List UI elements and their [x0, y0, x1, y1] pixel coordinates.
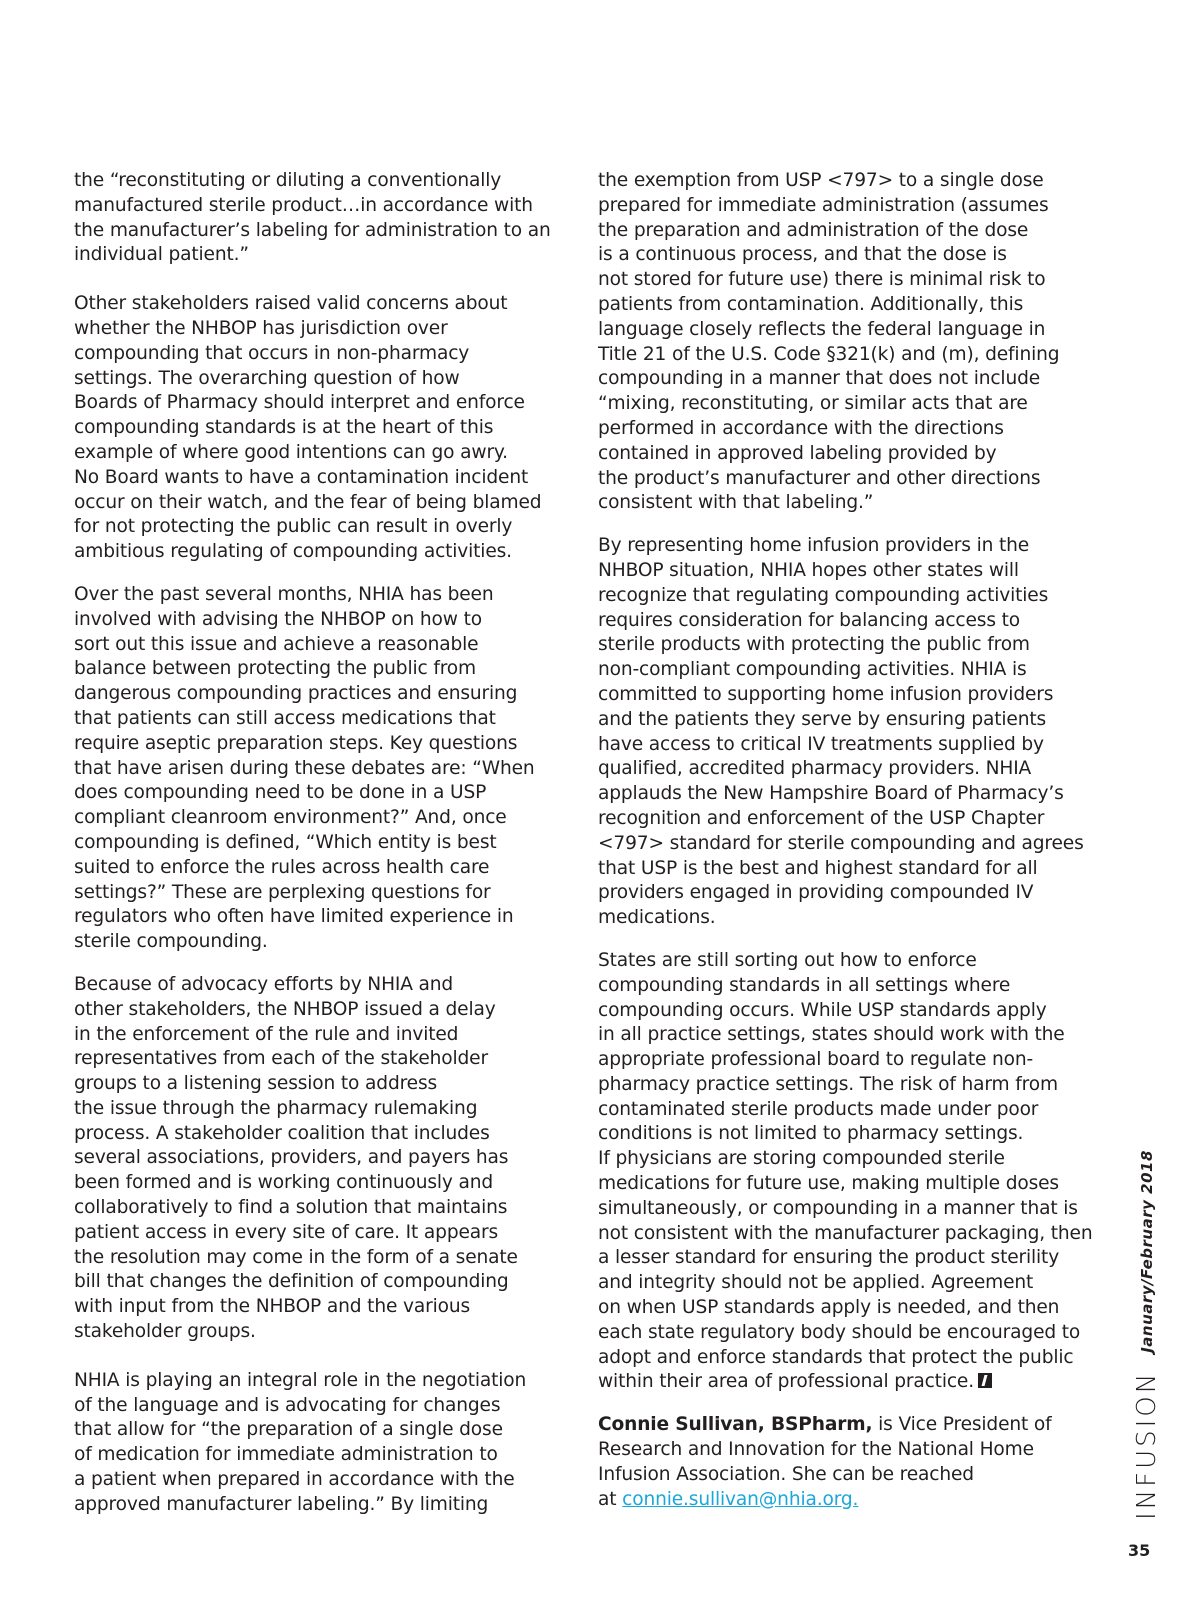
magazine-logo: INFUSION — [1132, 1370, 1162, 1520]
body-paragraph: NHIA is playing an integral role in the negotiation of the language and is advocating for changes that allow for “the preparation of a single dose of medication for immediate administration to a patient when prepared in accordance with the approved manufacturer labeling.” By limiting — [74, 1369, 527, 1515]
final-paragraph-text: States are still sorting out how to enforce compounding standards in all settings where compounding occurs. While USP standards apply in all practice settings, states should work with the appropriate professional board to regulate non- pharmacy practice settings. The risk of harm from contaminated sterile products made under poor conditions is not limited to pharmacy settings. If physicians are storing compounded sterile medications for future use, making multiple doses simultaneously, or compounding in a manner that is not consistent with the manufacturer packaging, then a lesser standard for ensuring the product sterility and integrity should not be applied. Agreement on when USP standards apply is needed, and then each state regulatory body should be encouraged to adopt and enforce standards that protect the public within their area of professional practice. — [598, 949, 1093, 1393]
body-paragraph: the exemption from USP <797> to a single dose prepared for immediate administration (assumes the preparation and administration of the dose is a continuous process, and that the dose is not stored for future use) there is minimal risk to patients from contamination. Additionally, this language closely reflects the federal language in Title 21 of the U.S. Code §321(k) and (m), defining compounding in a manner that does not include “mixing, reconstituting, or similar acts that are performed in accordance with the directions contained in approved labeling provided by the product’s manufacturer and other directions consistent with that labeling.” — [598, 170, 1060, 514]
issue-date: January/February 2018 — [1138, 1150, 1156, 1353]
author-bio-text: is Vice President of Research and Innovation for the National Home Infusion Association. She can be reached at — [598, 1414, 1052, 1510]
body-paragraph: By representing home infusion providers in the NHBOP situation, NHIA hopes other states will recognize that regulating compounding activities requires consideration for balancing access to sterile products with protecting the public from non-compliant compounding activities. NHIA is committed to supporting home infusion providers and the patients they serve by ensuring patients have access to critical IV treatments supplied by qualified, accredited pharmacy providers. NHIA applauds the New Hampshire Board of Pharmacy’s recognition and enforcement of the USP Chapter <797> standard for sterile compounding and agrees that USP is the best and highest standard for all providers engaged in providing compounded IV medications. — [598, 535, 1084, 929]
left-column — [74, 169, 564, 1518]
author-name: Connie Sullivan, BSPharm, — [598, 1414, 873, 1436]
body-paragraph: Over the past several months, NHIA has been involved with advising the NHBOP on how to sort out this issue and achieve a reasonable balance between protecting the public from dangerous compounding practices and ensuring that patients can still access medications that require aseptic preparation steps. Key questions that have arisen during these debates are: “When does compounding need to be done in a USP compliant cleanroom environment?” And, once compounding is defined, “Which entity is best suited to enforce the rules across health care settings?” These are perplexing questions for regulators who often have limited experience in sterile compounding. — [74, 583, 535, 953]
page-number: 35 — [1128, 1541, 1151, 1560]
body-paragraph: Other stakeholders raised valid concerns about whether the NHBOP has jurisdiction over compounding that occurs in non-pharmacy settings. The overarching question of how Boards of Pharmacy should interpret and enforce compounding standards is at the heart of this example of where good intentions can go awry. No Board wants to have a contamination incident occur on their watch, and the fear of being blamed for not protecting the public can result in overly ambitious regulating of compounding activities. — [74, 293, 542, 563]
body-paragraph-final — [598, 949, 1093, 1395]
author-bio — [598, 1413, 1093, 1512]
end-of-article-icon — [978, 1373, 992, 1388]
sidebar-masthead — [1132, 1120, 1162, 1520]
right-column — [598, 169, 1093, 1512]
body-paragraph: the “reconstituting or diluting a conventionally manufactured sterile product…in accordance with the manufacturer’s labeling for administration to an individual patient.” — [74, 170, 551, 266]
body-paragraph: Because of advocacy efforts by NHIA and other stakeholders, the NHBOP issued a delay in the enforcement of the rule and invited representatives from each of the stakeholder groups to a listening session to address the issue through the pharmacy rulemaking process. A stakeholder coalition that includes several associations, providers, and payers has been formed and is working continuously and collaboratively to find a solution that maintains patient access in every site of care. It appears the resolution may come in the form of a senate bill that changes the definition of compounding with input from the NHBOP and the various stakeholder groups. — [74, 973, 518, 1343]
author-email-link[interactable]: connie.sullivan@nhia.org. — [622, 1488, 859, 1510]
